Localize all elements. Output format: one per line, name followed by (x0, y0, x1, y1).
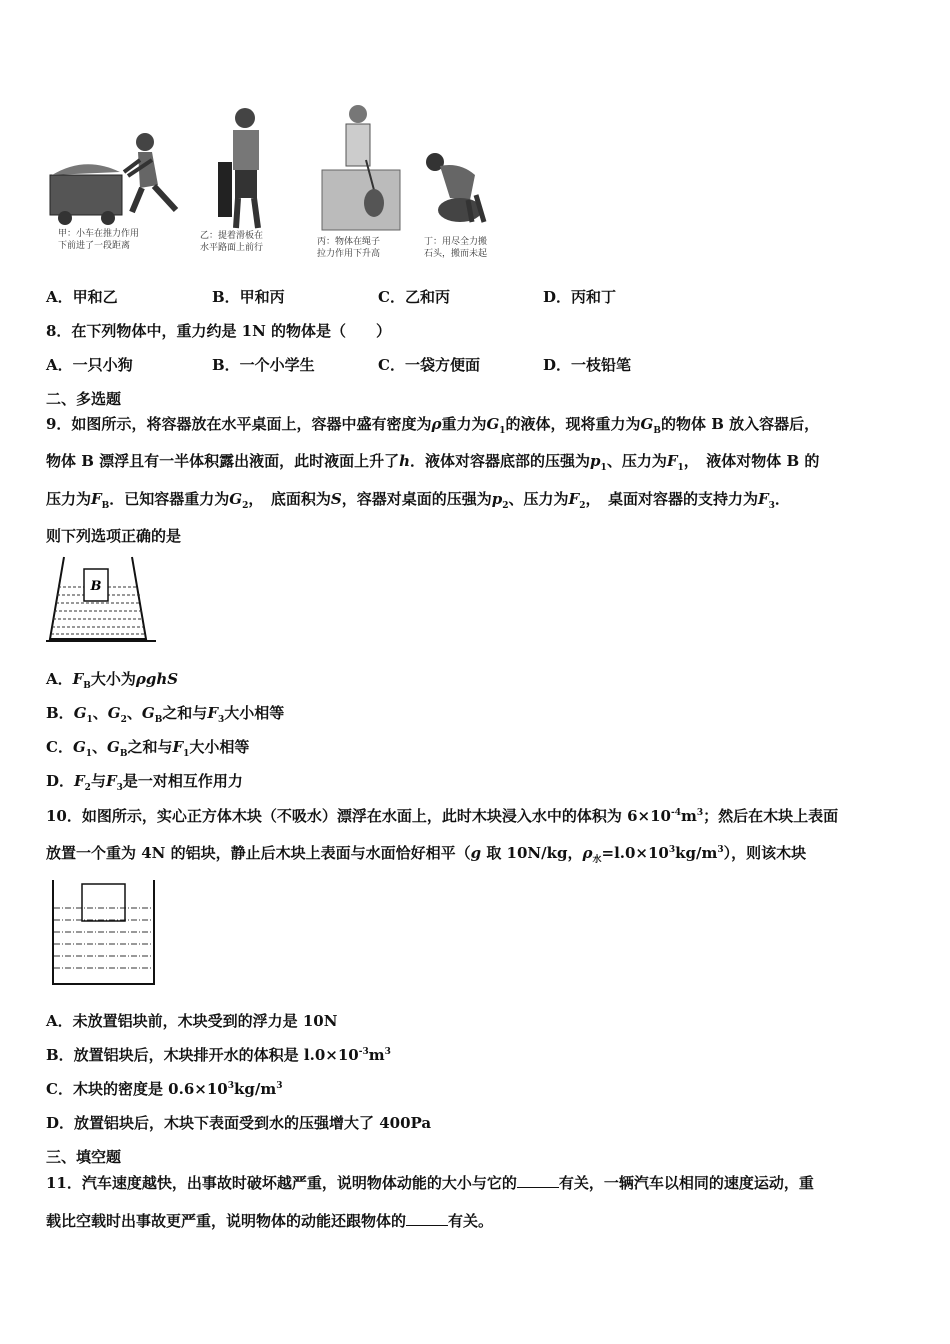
q7-option-c[interactable]: C．乙和丙 (378, 288, 450, 306)
q9-stem-line1: 9．如图所示，将容器放在水平桌面上，容器中盛有密度为ρ重力为$G_1$的液体，现将重力为$G_B$的物体 B 放入容器后， (46, 415, 820, 436)
object-b-label: B (90, 579, 102, 594)
q8-option-b[interactable]: B．一个小学生 (212, 356, 315, 374)
container-diagram (44, 555, 159, 647)
q11-blank-1[interactable] (517, 1175, 559, 1188)
caption-jia: 甲：小车在推力作用 下前进了一段距离 (58, 229, 140, 251)
q7-option-a[interactable]: A．甲和乙 (46, 288, 118, 306)
beaker-diagram (48, 878, 160, 988)
q10-option-d[interactable]: D．放置铝块后，木块下表面受到水的压强增大了 400Pa (46, 1114, 432, 1132)
q10-option-a[interactable]: A．未放置铝块前，木块受到的浮力是 10N (46, 1012, 338, 1030)
q10-option-c[interactable]: C．木块的密度是 $0.6\times 10^3kg/m^3$ (46, 1080, 283, 1098)
q8-option-c[interactable]: C．一袋方便面 (378, 356, 480, 374)
q10-stem-line2: 放置一个重为 4N 的铝块，静止后木块上表面与水面恰好相平（g 取 10N/kg，$\rho_水=l.0\times 10^3kg/m^3$），则该木块 (46, 844, 807, 865)
q9-option-b[interactable]: B．$G_1$、$G_2$、$G_B$之和与$F_3$大小相等 (46, 704, 285, 725)
q10-option-b[interactable]: B．放置铝块后，木块排开水的体积是 $l.0\times 10^{-3}m^3$ (46, 1046, 391, 1064)
q11-line2: 载比空载时出事故更严重，说明物体的动能还跟物体的 有关。 (46, 1212, 494, 1230)
q7-figure (40, 100, 520, 270)
caption-yi: 乙：提着滑板在 水平路面上前行 (200, 231, 264, 253)
q9-stem-line3: 压力为$F_B$．已知容器重力为$G_2$， 底面积为S，容器对桌面的压强为$p_2$、压力为$F_2$， 桌面对容器的支持力为$F_3$． (46, 490, 790, 511)
q10-stem-line1: 10．如图所示，实心正方体木块（不吸水）漂浮在水面上，此时木块浸入水中的体积为 $6\times 10^{-4}m^3$；然后在木块上表面 (46, 807, 839, 825)
stone-lift-illustration (426, 153, 484, 222)
q7-option-b[interactable]: B．甲和丙 (212, 288, 285, 306)
q9-container-figure (44, 555, 159, 647)
q8-stem: 8．在下列物体中，重力约是 1N 的物体是（ ） (46, 322, 392, 340)
q9-option-a[interactable]: A．$F_B$大小为ρghS (46, 670, 179, 691)
q9-option-d[interactable]: D．$F_2$与$F_3$是一对相互作用力 (46, 772, 243, 793)
rope-lift-illustration (322, 105, 400, 230)
section-multiple-choice: 二、多选题 (46, 390, 122, 408)
section-fill-in: 三、填空题 (46, 1148, 122, 1166)
q9-stem-line2: 物体 B 漂浮且有一半体积露出液面，此时液面上升了h．液体对容器底部的压强为$p_1$、压力为$F_1$， 液体对物体 B 的 (46, 452, 820, 473)
q7-option-d[interactable]: D．丙和丁 (543, 288, 617, 306)
q10-beaker-figure (48, 878, 160, 988)
caption-ding: 丁：用尽全力搬 石头，搬而未起 (424, 237, 488, 259)
q11-blank-2[interactable] (406, 1213, 448, 1226)
q9-option-c[interactable]: C．$G_1$、$G_B$之和与$F_1$大小相等 (46, 738, 250, 759)
wood-block (82, 884, 125, 921)
q8-option-d[interactable]: D．一枝铅笔 (543, 356, 632, 374)
q11-line1: 11．汽车速度越快，出事故时破坏越严重，说明物体动能的大小与它的 有关，一辆汽车以相同的速度运动，重 (46, 1174, 814, 1192)
q9-stem-line4: 则下列选项正确的是 (46, 527, 182, 545)
cart-push-illustration (50, 133, 176, 225)
caption-bing: 丙：物体在绳子 拉力作用下升高 (317, 237, 381, 259)
boy-carrying-illustration (218, 108, 259, 228)
q8-option-a[interactable]: A．一只小狗 (46, 356, 133, 374)
